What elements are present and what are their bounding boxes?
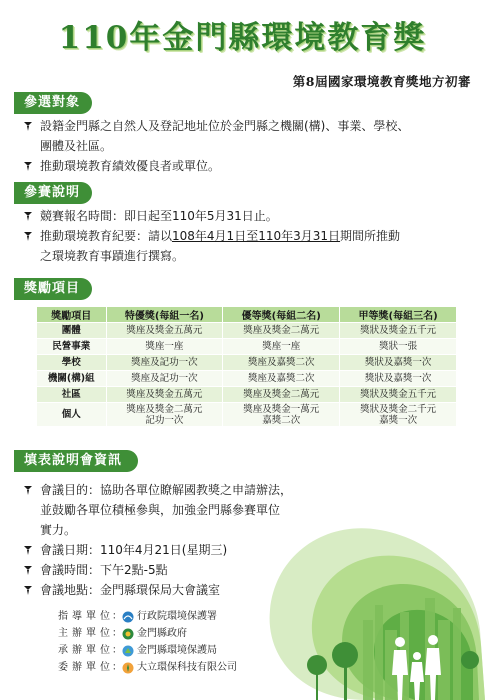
table-cell: 獎座及獎金二萬元 xyxy=(223,387,340,403)
table-cell: 獎座及獎金一萬元 嘉獎二次 xyxy=(223,403,340,427)
table-cell: 獎狀及嘉獎一次 xyxy=(340,371,457,387)
table-cell: 獎座一座 xyxy=(223,339,340,355)
table-cell: 獎狀一張 xyxy=(340,339,457,355)
table-row xyxy=(37,403,457,427)
table-cell: 獎座及獎金二萬元 xyxy=(223,323,340,339)
period-date-range: 108年4月1日至110年3月31日 xyxy=(172,229,340,243)
table-header-row xyxy=(37,307,457,323)
table-header: 優等獎(每組二名) xyxy=(223,307,340,323)
table-header: 獎勵項目 xyxy=(37,307,107,323)
table-cell: 獎座及嘉獎二次 xyxy=(223,355,340,371)
table-header: 甲等獎(每組三名) xyxy=(340,307,457,323)
section-tag-eligibility: 參選對象 xyxy=(14,92,92,114)
list-item: 設籍金門縣之自然人及登記地址位於金門縣之機關(構)、事業、學校、 團體及社區。 xyxy=(22,116,477,156)
table-cell: 民營事業 xyxy=(37,339,107,355)
table-header: 特優獎(每組一名) xyxy=(106,307,223,323)
list-item: 會議日期：110年4月21日(星期三) xyxy=(22,540,352,560)
table-row xyxy=(37,387,457,403)
list-item: 會議時間：下午2點-5點 xyxy=(22,560,352,580)
leaf-bullet-icon xyxy=(22,484,34,496)
list-item: 推動環境教育績效優良者或單位。 xyxy=(22,156,477,176)
table-cell: 獎座及嘉獎二次 xyxy=(223,371,340,387)
section-tag-awards: 獎勵項目 xyxy=(14,278,92,300)
county-logo-icon xyxy=(122,628,134,640)
table-cell: 獎狀及獎金五千元 xyxy=(340,323,457,339)
table-cell: 獎座及獎金五萬元 xyxy=(106,323,223,339)
table-cell: 獎座一座 xyxy=(106,339,223,355)
organizer-row: 主辦單位 ： 金門縣政府 xyxy=(58,628,187,639)
leaf-bullet-icon xyxy=(22,160,34,172)
section-tag-briefing: 填表說明會資訊 xyxy=(14,450,138,472)
table-cell: 學校 xyxy=(37,355,107,371)
table-cell: 社區 xyxy=(37,387,107,403)
leaf-bullet-icon xyxy=(22,230,34,242)
epb-logo-icon xyxy=(122,645,134,657)
table-row xyxy=(37,371,457,387)
main-title: 110年金門縣環境教育獎 xyxy=(58,20,427,56)
briefing-list xyxy=(22,480,352,600)
table-row xyxy=(37,323,457,339)
section-tag-rules: 參賽說明 xyxy=(14,182,92,204)
table-cell: 獎座及記功一次 xyxy=(106,371,223,387)
table-row xyxy=(37,355,457,371)
table-row xyxy=(37,339,457,355)
table-cell: 獎座及獎金五萬元 xyxy=(106,387,223,403)
list-item: 競賽報名時間：即日起至110年5月31日止。 xyxy=(22,206,477,226)
table-cell: 獎狀及獎金二千元 嘉獎一次 xyxy=(340,403,457,427)
list-item: 會議地點：金門縣環保局大會議室 xyxy=(22,580,352,600)
awards-table xyxy=(36,306,457,427)
list-item: 推動環境教育紀要：請以108年4月1日至110年3月31日期間所推動 之環境教育事蹟進行撰寫。 xyxy=(22,226,477,266)
organizer-row: 指導單位 ： 行政院環境保護署 xyxy=(58,611,217,622)
organizers-list xyxy=(58,608,237,676)
organizer-row: 委辦單位 ： 大立環保科技有限公司 xyxy=(58,662,237,673)
leaf-bullet-icon xyxy=(22,210,34,222)
rules-list xyxy=(22,206,477,266)
table-cell: 獎座及記功一次 xyxy=(106,355,223,371)
table-cell: 機關(構)組 xyxy=(37,371,107,387)
eligibility-list xyxy=(22,116,477,176)
table-cell: 獎座及獎金二萬元 記功一次 xyxy=(106,403,223,427)
leaf-bullet-icon xyxy=(22,120,34,132)
epa-logo-icon xyxy=(122,611,134,623)
leaf-bullet-icon xyxy=(22,564,34,576)
table-cell: 團體 xyxy=(37,323,107,339)
subtitle: 第8屆國家環境教育獎地方初審 xyxy=(292,74,471,89)
table-cell: 獎狀及獎金五千元 xyxy=(340,387,457,403)
table-cell: 個人 xyxy=(37,403,107,427)
list-item: 會議目的：協助各單位瞭解國教獎之申請辦法， 並鼓勵各單位積極參與，加強金門縣參賽單位 實力。 xyxy=(22,480,352,540)
company-logo-icon xyxy=(122,662,134,674)
leaf-bullet-icon xyxy=(22,584,34,596)
leaf-bullet-icon xyxy=(22,544,34,556)
table-cell: 獎狀及嘉獎一次 xyxy=(340,355,457,371)
organizer-row: 承辦單位 ： 金門縣環境保護局 xyxy=(58,645,217,656)
